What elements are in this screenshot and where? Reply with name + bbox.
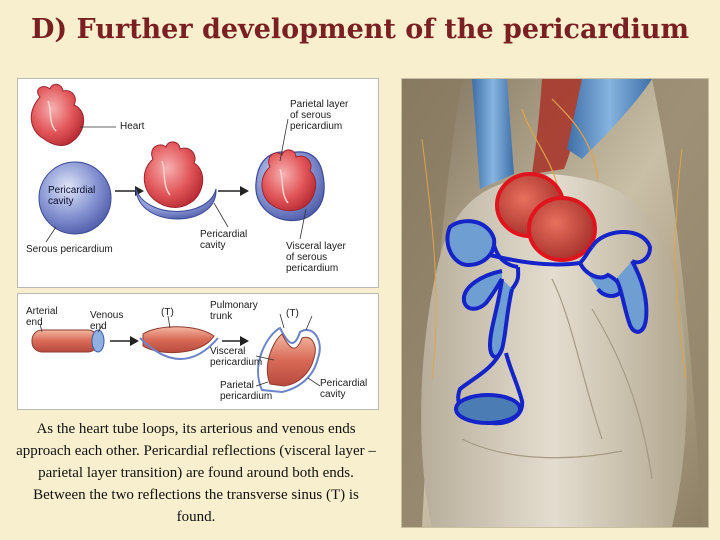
- label-transverse-sinus-1: (T): [161, 307, 174, 318]
- posterior-pericardium-drawing: [402, 79, 708, 527]
- invaginating-heart-illustration: [136, 142, 216, 219]
- pericardial-sac-illustration: [401, 78, 709, 528]
- caption-text: As the heart tube loops, its arterious and venous ends approach each other. Pericardial reflections (visceral layer – parietal layer transition) are found around both ends. Between the two reflections the transverse sinus (T) is found.: [16, 421, 376, 525]
- label-parietal-layer: Parietal layer of serous pericardium: [290, 99, 349, 132]
- heart-illustration: [31, 84, 83, 145]
- enclosed-heart-illustration: [256, 150, 324, 221]
- serous-pointer-line: [46, 227, 56, 242]
- label-parietal-pericardium: Parietal pericardium: [220, 380, 273, 402]
- arrow-icon: [218, 186, 249, 196]
- label-arterial-end: Arterial end: [26, 306, 58, 328]
- arrow-icon: [115, 186, 144, 196]
- inferior-vena-cava: [456, 395, 520, 423]
- label-venous-end: Venous end: [90, 310, 124, 332]
- heart-tube-diagram: [17, 293, 379, 410]
- slide-title: D) Further development of the pericardium: [30, 14, 690, 45]
- label-visceral-layer: Visceral layer of serous pericardium: [286, 241, 346, 274]
- label-pulmonary-trunk: Pulmonary trunk: [210, 300, 258, 322]
- label-pericardial-cavity-circle: Pericardial cavity: [48, 185, 96, 207]
- label-transverse-sinus-2: (T): [286, 308, 299, 319]
- label-heart: Heart: [120, 121, 145, 132]
- arrow-icon: [222, 336, 249, 346]
- label-serous-pericardium: Serous pericardium: [26, 244, 113, 255]
- label-visceral-pericardium: Visceral pericardium: [210, 346, 263, 368]
- pericardium-formation-diagram: [17, 78, 379, 288]
- cavity-pointer-line: [308, 378, 320, 386]
- left-pulmonary-vein: [447, 221, 494, 265]
- looping-heart-tube: [140, 316, 218, 359]
- label-pericardial-cavity: Pericardial cavity: [200, 229, 248, 251]
- label-pericardial-cavity: Pericardial cavity: [320, 378, 368, 400]
- arrow-icon: [110, 336, 139, 346]
- cavity-pointer-line: [214, 203, 228, 227]
